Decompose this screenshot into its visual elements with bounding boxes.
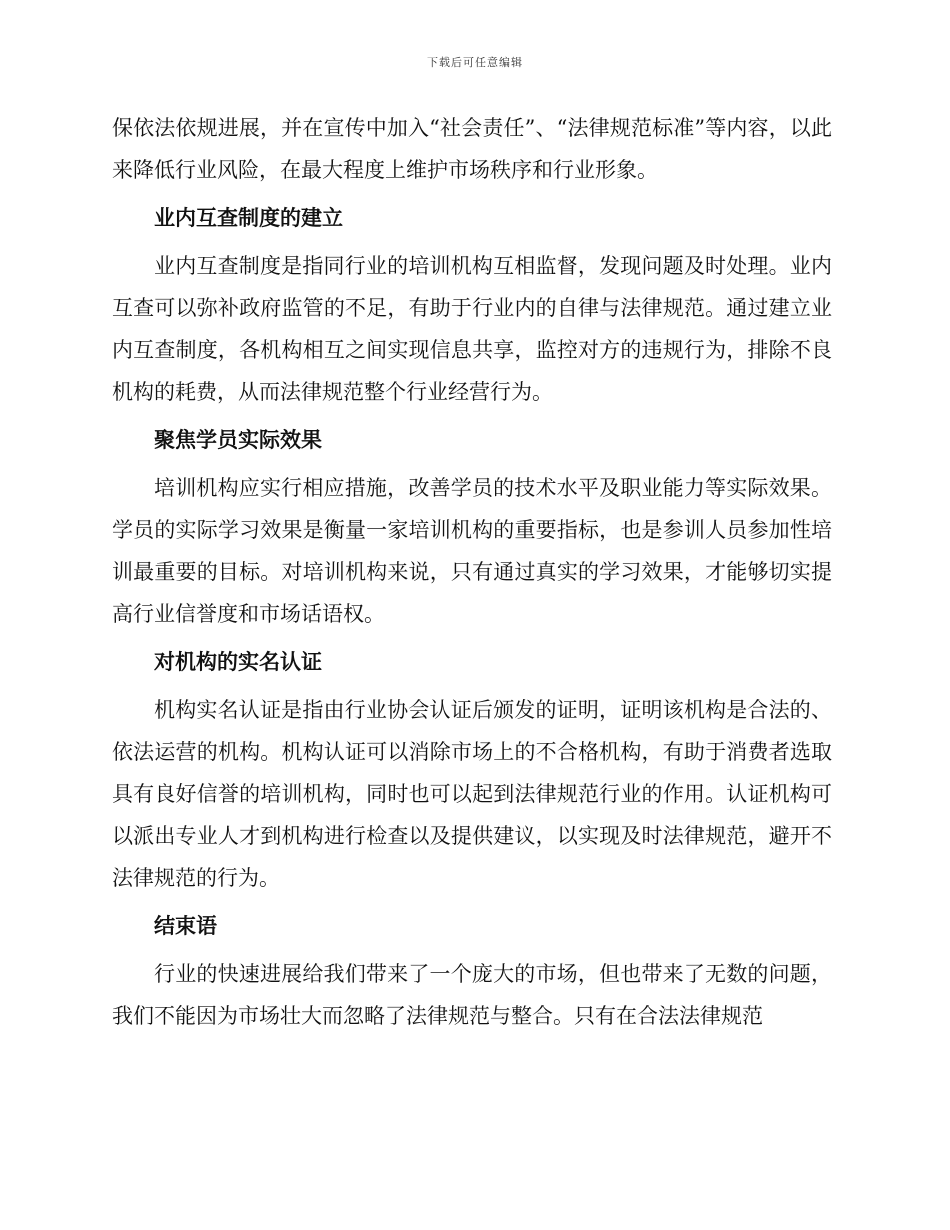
paragraph-certification: 机构实名认证是指由行业协会认证后颁发的证明，证明该机构是合法的、依法运营的机构。机构认证可以消除市场上的不合格机构，有助于消费者选取具有良好信誉的培训机构，同时也可以起到法律规范行业的作用。认证机构可以派出专业人才到机构进行检查以及提供建议，以实现及时法律规范，避开不法律规范的行为。	[112, 698, 832, 890]
section-heading-conclusion: 结束语	[154, 914, 217, 938]
document-body	[112, 107, 832, 1037]
section-heading-certification: 对机构的实名认证	[154, 650, 322, 674]
intro-paragraph: 保依法依规进展，并在宣传中加入“社会责任”、“法律规范标准”等内容，以此来降低行业风险，在最大程度上维护市场秩序和行业形象。	[112, 116, 832, 182]
page-header: 下载后可任意编辑	[427, 56, 523, 69]
paragraph-peer-review: 业内互查制度是指同行业的培训机构互相监督，发现问题及时处理。业内互查可以弥补政府监管的不足，有助于行业内的自律与法律规范。通过建立业内互查制度，各机构相互之间实现信息共享，监控对方的违规行为，排除不良机构的耗费，从而法律规范整个行业经营行为。	[112, 254, 832, 404]
section-heading-student-results: 聚焦学员实际效果	[154, 428, 322, 452]
paragraph-student-results: 培训机构应实行相应措施，改善学员的技术水平及职业能力等实际效果。学员的实际学习效果是衡量一家培训机构的重要指标，也是参训人员参加性培训最重要的目标。对培训机构来说，只有通过真实的学习效果，才能够切实提高行业信誉度和市场话语权。	[112, 476, 832, 626]
paragraph-conclusion: 行业的快速进展给我们带来了一个庞大的市场，但也带来了无数的问题，我们不能因为市场壮大而忽略了法律规范与整合。只有在合法法律规范	[112, 962, 832, 1028]
section-heading-peer-review: 业内互查制度的建立	[154, 206, 343, 230]
